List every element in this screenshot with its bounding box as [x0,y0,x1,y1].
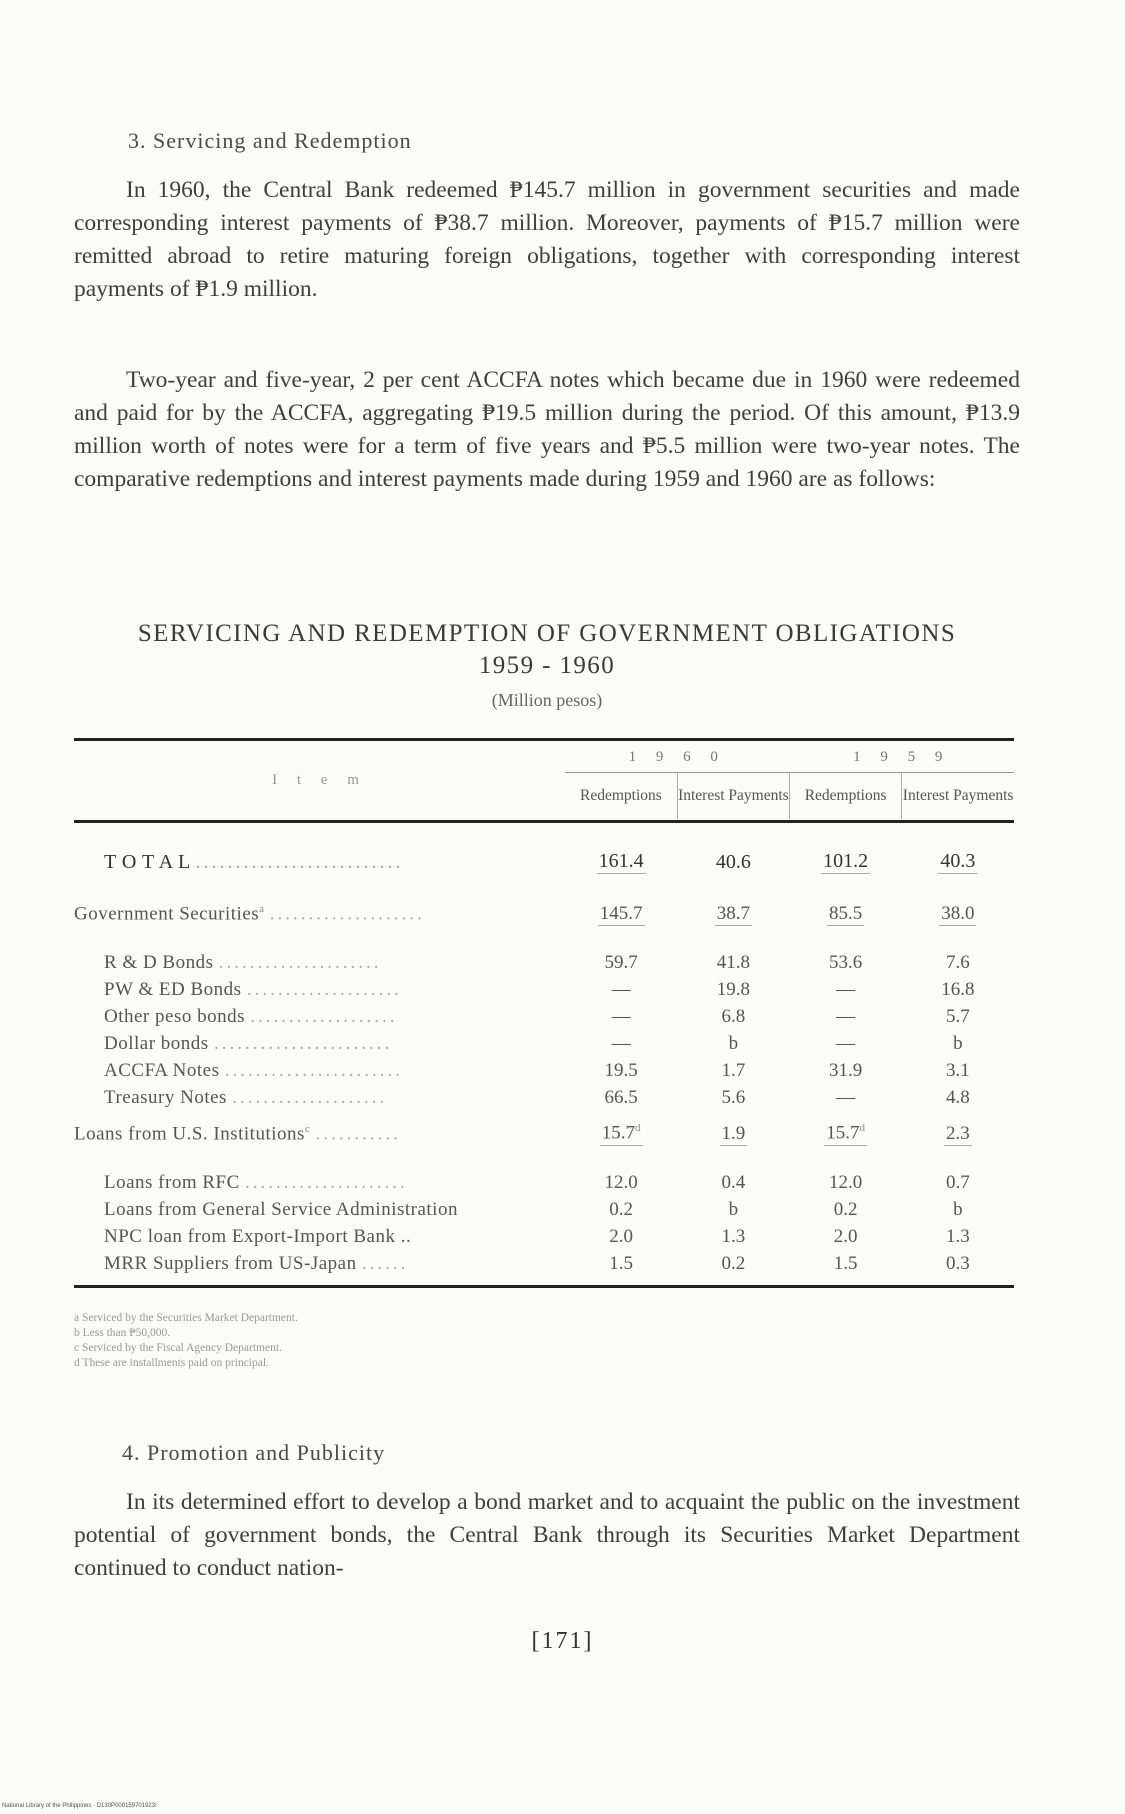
row-redemptions-1959: — [836,1032,856,1054]
total-redemptions-1959: 101.2 [823,850,869,872]
row-label: NPC loan from Export-Import Bank .. [104,1225,412,1247]
row-interest-1959: 7.6 [945,951,970,973]
footnote-a: a Serviced by the Securities Market Department. [74,1312,298,1324]
section-heading-promotion: 4. Promotion and Publicity [122,1440,386,1465]
row-interest-1959: b [953,1198,963,1220]
paragraph-1960-redemptions: In 1960, the Central Bank redeemed ₱145.7 million in government securities and made corresponding interest payments of ₱38.7 million. Moreover, payments of ₱15.7 million were remitted abroad to retire maturing foreign obligations, together with corresponding interest payments of ₱1.9 million. [74,176,1020,302]
table-row [74,1196,1014,1223]
loans-note: c [304,1122,311,1135]
row-interest-1960: 5.6 [721,1086,746,1108]
row-label: Treasury Notes [104,1086,227,1108]
row-redemptions-1959: — [836,1005,856,1027]
row-label: Loans from RFC [104,1171,240,1193]
table-row: ACCFA Notes ....................... 19.5 1.7 31.9 3.1 [74,1057,1014,1084]
header-interest-1959: Interest Payments [902,787,1014,804]
table-title [74,618,1020,682]
header-redemptions-1959: Redemptions [790,773,902,820]
table-row: R & D Bonds ..................... 59.7 41.8 53.6 7.6 [74,949,1014,976]
table-row: Loans from RFC ..................... 12.0 0.4 12.0 0.7 [74,1169,1014,1196]
row-interest-1959: 4.8 [945,1086,970,1108]
loans-label: Loans from U.S. Institutions [74,1123,305,1145]
table-row-loans-us: Loans from U.S. Institutions$^c$ ........... 15.7$^d$ 1.9 15.7$^d$ 2.3 [74,1122,970,1145]
row-label: Dollar bonds [104,1032,209,1054]
row-interest-1959: 5.7 [945,1005,970,1027]
gov-sec-redemptions-1960: 145.7 [599,902,643,924]
table-row-total: T O T A L .......................... 161.4 40.6 101.2 40.3 [74,819,1014,891]
footnote-b: b Less than ₱50,000. [74,1327,171,1339]
row-redemptions-1960: 2.0 [609,1225,634,1247]
row-label: Other peso bonds [104,1005,245,1027]
row-interest-1959: b [953,1032,963,1054]
table-row: PW & ED Bonds .................... — 19.8 — 16.8 [74,976,1014,1003]
row-redemptions-1959: 1.5 [833,1252,858,1274]
gov-sec-redemptions-1959: 85.5 [828,902,863,924]
row-redemptions-1959: 2.0 [833,1225,858,1247]
table-row: Treasury Notes .................... 66.5 5.6 — 4.8 [74,1084,1014,1111]
row-redemptions-1960: — [611,978,631,1000]
paragraph-promotion: In its determined effort to develop a bond market and to acquaint the public on the investment potential of government bonds, the Central Bank through its Securities Market Department continued to conduct nation- [74,1488,1020,1581]
row-interest-1960: b [728,1032,739,1054]
table-unit: (Million pesos) [491,690,603,710]
total-interest-1959: 40.3 [940,850,976,872]
row-redemptions-1960: 66.5 [604,1086,638,1108]
row-redemptions-1959: 12.0 [828,1171,863,1193]
row-interest-1960: 1.3 [721,1225,746,1247]
row-redemptions-1960: 59.7 [604,951,638,973]
loans-r1960-note: d [635,1122,641,1135]
table-row: Dollar bonds ....................... — b — b [74,1030,1014,1057]
row-redemptions-1959: 31.9 [828,1059,863,1081]
table-row: MRR Suppliers from US-Japan ...... 1.5 0.2 1.5 0.3 [74,1250,1014,1277]
row-redemptions-1960: 12.0 [604,1171,638,1193]
page-number: [171] [531,1628,594,1654]
table-row [74,1223,1014,1250]
table-top-rule [74,738,1014,741]
gov-sec-interest-1959: 38.0 [941,902,975,924]
row-label: R & D Bonds [104,951,214,973]
table-footnotes [74,1311,674,1371]
row-interest-1959: 0.3 [945,1252,970,1274]
row-interest-1960: 0.2 [721,1252,746,1274]
total-redemptions-1960: 161.4 [598,850,644,872]
row-redemptions-1960: — [611,1032,631,1054]
row-redemptions-1959: 0.2 [833,1198,858,1220]
row-label: Loans from General Service Administration [104,1198,458,1220]
row-interest-1960: 6.8 [721,1005,746,1027]
row-redemptions-1959: — [836,1086,856,1108]
row-redemptions-1959: 53.6 [828,951,863,973]
total-label: T O T A L [104,850,191,873]
row-interest-1960: 1.7 [721,1059,746,1081]
row-interest-1959: 1.3 [945,1225,970,1247]
loans-interest-1959: 2.3 [945,1122,970,1144]
row-redemptions-1959: — [836,978,856,1000]
table-title-line1: SERVICING AND REDEMPTION OF GOVERNMENT OBLIGATIONS [137,620,957,647]
row-interest-1960: b [728,1198,739,1220]
gov-sec-interest-1960: 38.7 [716,902,750,924]
footnote-d: d These are installments paid on principal. [74,1357,269,1369]
obligations-table [74,742,1014,1277]
row-redemptions-1960: 0.2 [609,1198,634,1220]
header-item: I t e m [272,772,367,788]
gov-sec-label: Government Securities [74,903,260,925]
table-row: Other peso bonds ................... — 6.8 — 5.7 [74,1003,1014,1030]
row-interest-1960: 19.8 [716,978,750,1000]
row-label: ACCFA Notes [104,1059,220,1081]
row-interest-1960: 41.8 [716,951,750,973]
loans-interest-1960: 1.9 [721,1122,746,1144]
section-heading-servicing: 3. Servicing and Redemption [128,128,412,153]
gov-sec-note: a [259,902,265,915]
loans-redemptions-1959: 15.7 [826,1122,860,1144]
row-interest-1959: 3.1 [945,1059,970,1081]
loans-redemptions-1960: 15.7 [601,1122,636,1144]
row-interest-1959: 0.7 [945,1171,970,1193]
row-redemptions-1960: 1.5 [609,1252,634,1274]
table-title-years: 1959 - 1960 [478,652,616,679]
header-interest-1960: Interest Payments [678,787,789,804]
scan-credit: National Library of the Philippines · D130P000159701923! [2,1803,157,1809]
header-1960: 1 9 6 0 [565,742,789,773]
total-interest-1960: 40.6 [715,850,751,873]
row-interest-1960: 0.4 [721,1171,746,1193]
header-1959: 1 9 5 9 [790,742,1015,773]
paragraph-accfa-notes: Two-year and five-year, 2 per cent ACCFA notes which became due in 1960 were redeemed and paid for by the ACCFA, aggregating ₱19.5 million during the period. Of this amount, ₱13.9 million worth of notes were for a term of five years and ₱5.5 million were two-year notes. The comparative redemptions and interest payments made during 1959 and 1960 are as follows: [74,366,1020,492]
loans-r1959-note: d [859,1122,865,1135]
row-label: PW & ED Bonds [104,978,242,1000]
footnote-c: c Serviced by the Fiscal Agency Department. [74,1342,282,1354]
row-interest-1959: 16.8 [941,978,975,1000]
table-header-years [74,742,1014,773]
table-bottom-rule [74,1285,1014,1288]
header-redemptions-1960: Redemptions [565,773,677,820]
row-redemptions-1960: 19.5 [604,1059,638,1081]
table-row-government-securities: Government Securities$^a$ .................... 145.7 38.7 85.5 38.0 [74,902,975,925]
row-redemptions-1960: — [611,1005,631,1027]
row-label: MRR Suppliers from US-Japan [104,1252,357,1274]
